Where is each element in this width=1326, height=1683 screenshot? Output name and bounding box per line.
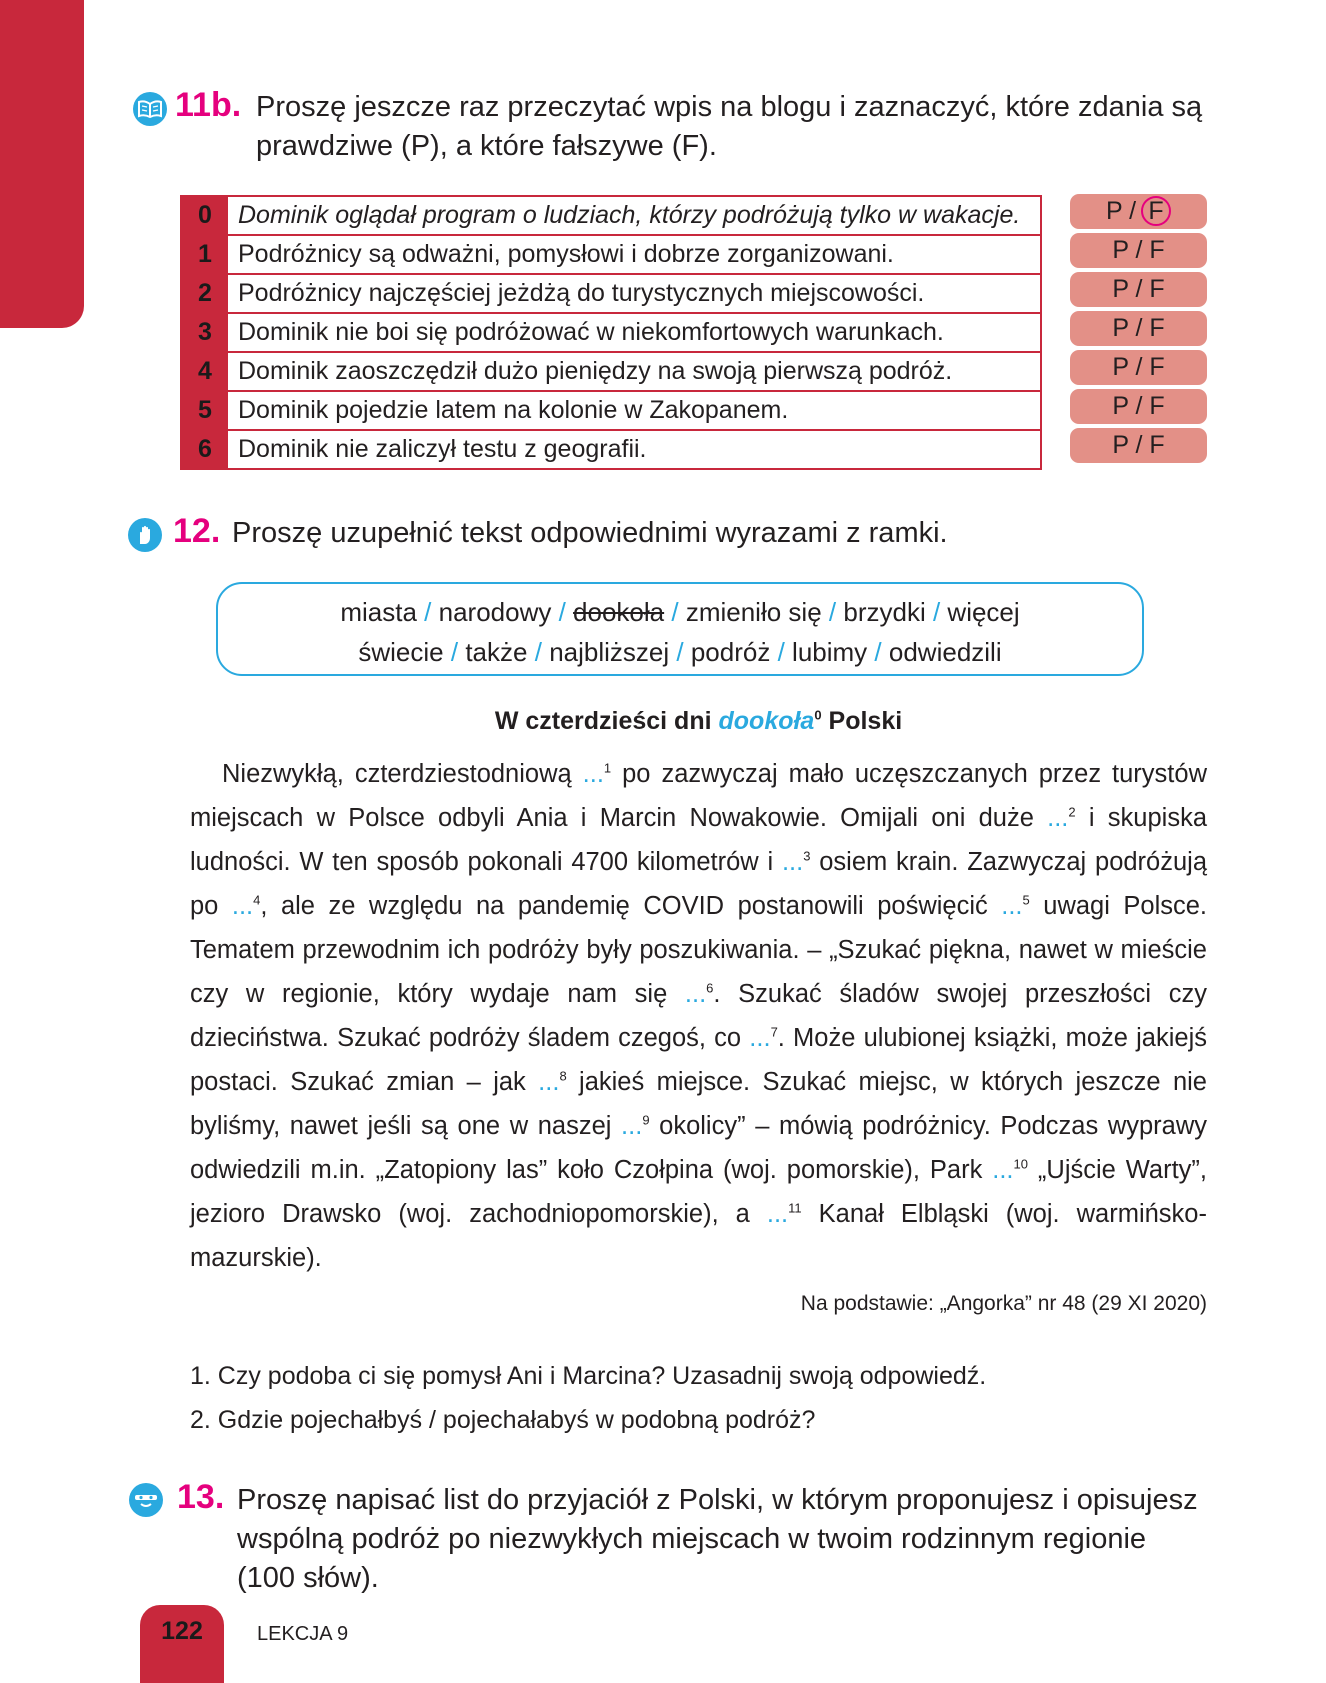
discussion-questions bbox=[190, 1354, 986, 1442]
separator: / bbox=[424, 597, 432, 627]
text-span: po zazwyczaj mało uczęszczanych przez turystów miejscach w Polsce odbyli Ania i Marcin Nowakowie. Omijali oni duże bbox=[190, 760, 1207, 832]
title-text: W czterdzieści dni bbox=[494, 707, 719, 735]
word: podróż bbox=[690, 637, 771, 667]
text-span: Kanał Elbląski (woj. warmińsko-mazurskie). bbox=[190, 1200, 1207, 1272]
row-sentence: Dominik oglądał program o ludziach, którzy podróżują tylko w wakacje. bbox=[228, 196, 1041, 235]
row-number: 1 bbox=[181, 235, 228, 274]
word: miasta bbox=[340, 597, 417, 627]
book-icon bbox=[133, 92, 167, 126]
row-sentence: Dominik pojedzie latem na kolonie w Zakopanem. bbox=[228, 391, 1041, 430]
word: zmieniło się bbox=[685, 597, 822, 627]
instruction-line: Proszę jeszcze raz przeczytać wpis na blogu i zaznaczyć, które zdania są bbox=[256, 91, 1203, 123]
question: 2. Gdzie pojechałbyś / pojechałabyś w podobną podróż? bbox=[190, 1406, 816, 1434]
exercise-11b-instruction bbox=[256, 88, 1206, 166]
word: odwiedzili bbox=[888, 637, 1002, 667]
gap[interactable]: ... bbox=[538, 1068, 560, 1096]
title-text: Polski bbox=[821, 707, 903, 735]
hand-icon bbox=[128, 518, 162, 552]
word: narodowy bbox=[438, 597, 552, 627]
word-box-line bbox=[218, 632, 1142, 672]
instruction-line: Proszę napisać list do przyjaciół z Polski, w którym proponujesz i opisujesz bbox=[237, 1484, 1198, 1516]
text-title bbox=[190, 707, 1207, 736]
corner-tab bbox=[0, 0, 84, 328]
separator: / bbox=[777, 637, 785, 667]
gap-number: 2 bbox=[1068, 804, 1076, 820]
table-row bbox=[181, 391, 1041, 430]
text-span: , ale ze względu na pandemię COVID postanowili poświęcić bbox=[260, 892, 1002, 920]
separator: / bbox=[932, 597, 941, 627]
separator: / bbox=[828, 597, 837, 627]
gap-number: 8 bbox=[559, 1068, 567, 1084]
word-box-line bbox=[218, 592, 1142, 632]
row-number: 6 bbox=[181, 430, 228, 469]
table-row bbox=[181, 235, 1041, 274]
row-sentence: Podróżnicy są odważni, pomysłowi i dobrze zorganizowani. bbox=[228, 235, 1041, 274]
gap[interactable]: ... bbox=[231, 892, 254, 920]
table-row bbox=[181, 274, 1041, 313]
writing-icon bbox=[129, 1483, 163, 1517]
gap[interactable]: ... bbox=[684, 980, 707, 1008]
answer-p: P / bbox=[1105, 197, 1137, 225]
answer-column bbox=[1070, 194, 1207, 467]
source-citation: Na podstawie: „Angorka” nr 48 (29 XI 2020) bbox=[800, 1292, 1207, 1315]
gap-number: 9 bbox=[642, 1112, 650, 1128]
gap[interactable]: ... bbox=[582, 760, 604, 788]
title-sup: 0 bbox=[814, 707, 822, 723]
gap[interactable]: ... bbox=[1047, 804, 1069, 832]
gap[interactable]: ... bbox=[781, 848, 804, 876]
page-number: 122 bbox=[161, 1617, 203, 1645]
answer-box[interactable]: P / F bbox=[1070, 428, 1207, 463]
row-sentence: Dominik zaoszczędził dużo pieniędzy na swoją pierwszą podróż. bbox=[228, 352, 1041, 391]
text-span: „Ujście Warty”, jezioro Drawsko (woj. zachodniopomorskie), a bbox=[190, 1156, 1207, 1228]
word-crossed-out: dookoła bbox=[573, 597, 665, 627]
text-span: osiem krain. Zazwyczaj podróżują po bbox=[190, 848, 1208, 920]
gap[interactable]: ... bbox=[621, 1112, 643, 1140]
row-sentence: Podróżnicy najczęściej jeżdżą do turystycznych miejscowości. bbox=[228, 274, 1041, 313]
word: także bbox=[465, 637, 528, 667]
table-row bbox=[181, 430, 1041, 469]
word: więcej bbox=[947, 597, 1020, 627]
exercise-12-number: 12. bbox=[173, 512, 221, 550]
gap-number: 1 bbox=[603, 760, 612, 776]
true-false-table bbox=[180, 195, 1042, 470]
answer-box[interactable]: P / F bbox=[1070, 350, 1207, 385]
text-span: i skupiska ludności. W ten sposób pokonali 4700 kilometrów i bbox=[190, 804, 1208, 876]
text-span: Niezwykłą, czterdziestodniową bbox=[222, 760, 583, 788]
exercise-11b-number: 11b. bbox=[175, 86, 242, 124]
gap[interactable]: ... bbox=[766, 1200, 789, 1228]
table-row bbox=[181, 313, 1041, 352]
answer-box[interactable]: P / F bbox=[1070, 311, 1207, 346]
row-sentence: Dominik nie zaliczył testu z geografii. bbox=[238, 435, 647, 463]
text-span: . Szukać śladów swojej przeszłości czy dzieciństwa. Szukać podróży śladem czegoś, co bbox=[190, 980, 1207, 1052]
row-number: 5 bbox=[181, 391, 228, 430]
word: lubimy bbox=[792, 637, 868, 667]
gap[interactable]: ... bbox=[749, 1024, 771, 1052]
exercise-12-instruction: Proszę uzupełnić tekst odpowiednimi wyrazami z ramki. bbox=[232, 517, 948, 549]
row-number: 3 bbox=[181, 313, 228, 352]
row-sentence: Dominik nie boi się podróżować w niekomfortowych warunkach. bbox=[228, 313, 1041, 352]
article-paragraph bbox=[190, 752, 1207, 1280]
separator: / bbox=[874, 637, 882, 667]
instruction-line: (100 słów). bbox=[237, 1562, 379, 1594]
word: świecie bbox=[358, 637, 444, 667]
row-number: 4 bbox=[181, 352, 228, 391]
gap[interactable]: ... bbox=[1001, 892, 1023, 920]
separator: / bbox=[534, 637, 542, 667]
instruction-line: prawdziwe (P), a które fałszywe (F). bbox=[256, 130, 717, 162]
exercise-13-instruction bbox=[237, 1481, 1209, 1598]
gap[interactable]: ... bbox=[992, 1156, 1014, 1184]
separator: / bbox=[558, 597, 566, 627]
separator: / bbox=[450, 637, 459, 667]
title-keyword: dookoła bbox=[718, 707, 815, 735]
gap-number: 4 bbox=[253, 892, 261, 908]
text-span: uwagi Polsce. Tematem przewodnim ich podróży były poszukiwania. – „Szukać piękna, nawet w mieście czy w regionie, który wydaje nam się bbox=[190, 892, 1208, 1008]
text-span: . Może ulubionej książki, może jakiejś postaci. Szukać zmian – jak bbox=[190, 1024, 1208, 1096]
question: 1. Czy podoba ci się pomysł Ani i Marcina? Uzasadnij swoją odpowiedź. bbox=[190, 1362, 987, 1390]
word: brzydki bbox=[843, 597, 926, 627]
gap-number: 7 bbox=[770, 1024, 778, 1040]
gap-number: 6 bbox=[706, 980, 714, 996]
answer-box[interactable]: P / F bbox=[1070, 389, 1207, 424]
instruction-line: wspólną podróż po niezwykłych miejscach w twoim rodzinnym regionie bbox=[237, 1523, 1147, 1555]
lesson-label: LEKCJA 9 bbox=[257, 1623, 349, 1645]
row-number: 0 bbox=[181, 196, 228, 235]
table-row bbox=[181, 352, 1041, 391]
answer-box[interactable]: P / F bbox=[1070, 272, 1207, 307]
word: najbliższej bbox=[549, 637, 670, 667]
table-row bbox=[181, 196, 1041, 235]
exercise-13-number: 13. bbox=[177, 1478, 225, 1516]
gap-number: 11 bbox=[788, 1200, 802, 1216]
gap-number: 10 bbox=[1013, 1156, 1028, 1172]
article-text bbox=[190, 752, 1207, 1280]
text-span: jakieś miejsce. Szukać miejsc, w których jeszcze nie byliśmy, nawet jeśli są one w naszej bbox=[190, 1068, 1207, 1140]
separator: / bbox=[671, 597, 679, 627]
separator: / bbox=[676, 637, 684, 667]
answer-f-circled: F bbox=[1141, 196, 1171, 226]
gap-number: 3 bbox=[803, 848, 811, 864]
row-number: 2 bbox=[181, 274, 228, 313]
word-box bbox=[216, 582, 1144, 676]
gap-number: 5 bbox=[1022, 892, 1030, 908]
answer-box-example bbox=[1070, 194, 1207, 229]
answer-box[interactable]: P / F bbox=[1070, 233, 1207, 268]
text-span: okolicy” – mówią podróżnicy. Podczas wyprawy odwiedzili m.in. „Zatopiony las” koło Czołpina (woj. pomorskie), Park bbox=[190, 1112, 1208, 1184]
